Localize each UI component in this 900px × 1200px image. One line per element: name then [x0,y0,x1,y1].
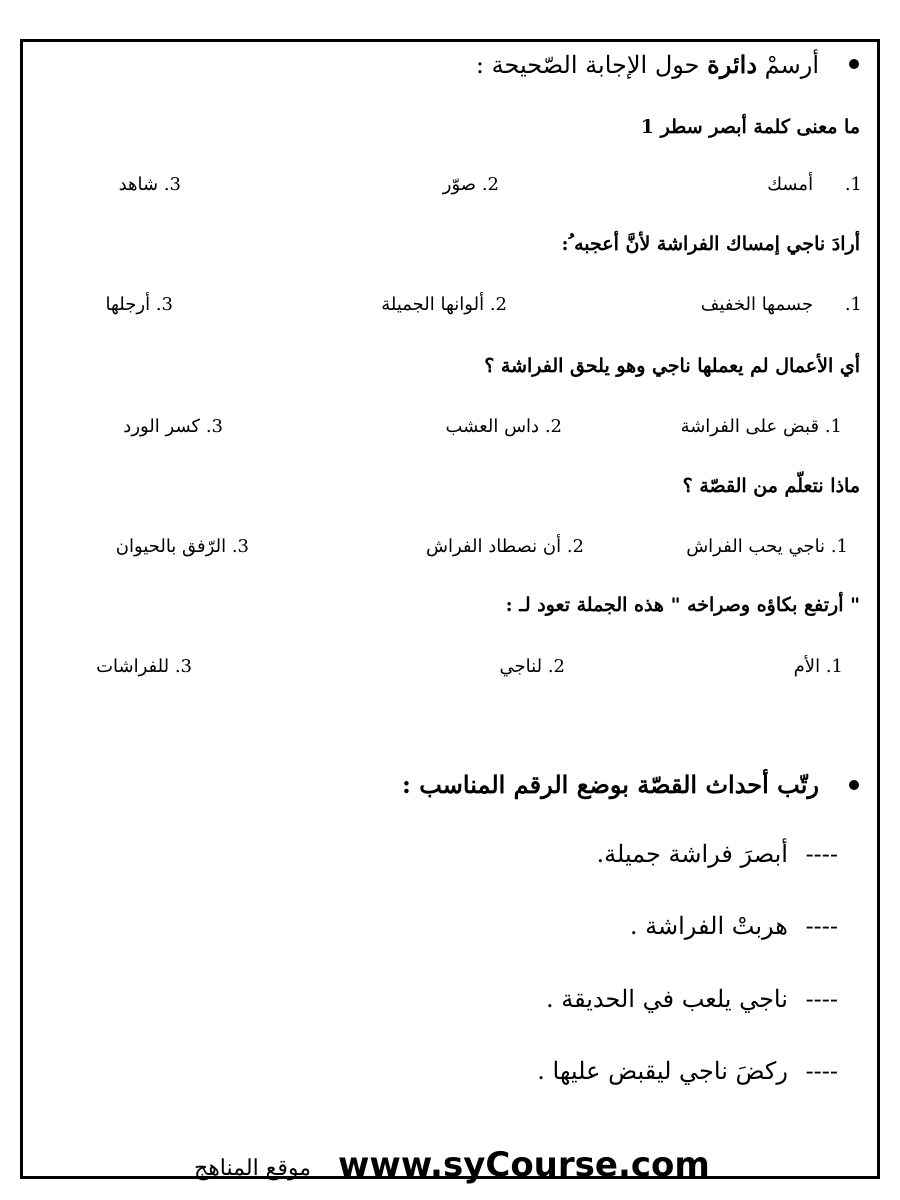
question-5: " أرتفع بكاؤه وصراخه " هذه الجملة تعود لـ : [505,594,860,616]
section1-title: أرسمْ دائرة حول الإجابة الصّحيحة : [475,50,819,79]
order-item: ---- هربتْ الفراشة . [629,912,838,940]
option-3-3: 3. كسر الورد [123,416,223,437]
bullet-icon [849,780,859,790]
option-4-2: 2. أن نصطاد الفراش [426,536,584,557]
order-item: ---- ناجي يلعب في الحديقة . [545,985,838,1013]
option-5-2: 2. لناجي [499,656,565,677]
option-5-3: 3. للفراشات [96,656,192,677]
option-1-1: 1. أمسك [767,174,862,195]
section2-title: رتّب أحداث القصّة بوضع الرقم المناسب : [402,770,819,799]
order-item: ---- أبصرَ فراشة جميلة. [596,840,838,868]
question-1: ما معنى كلمة أبصر سطر 1 [640,116,860,138]
order-item: ---- ركضَ ناجي ليقبض عليها . [537,1057,838,1085]
option-1-2: 2. صوّر [442,174,499,195]
question-2: أرادَ ناجي إمساك الفراشة لأنَّ أعجبه ُ: [561,233,860,255]
site-url: www.syCourse.com [338,1145,710,1185]
bullet-icon [849,59,859,69]
option-2-2: 2. ألوانها الجميلة [381,294,507,315]
option-3-2: 2. داس العشب [445,416,562,437]
question-3: أي الأعمال لم يعملها ناجي وهو يلحق الفراشة ؟ [484,355,860,377]
site-label: موقع المناهج [194,1156,312,1181]
option-4-3: 3. الرّفق بالحيوان [115,536,249,557]
option-3-1: 1. قبض على الفراشة [680,416,842,437]
option-2-3: 3. أرجلها [105,294,173,315]
option-2-1: 1. جسمها الخفيف [700,294,862,315]
option-5-1: 1. الأم [793,656,843,677]
option-1-3: 3. شاهد [118,174,181,195]
question-4: ماذا نتعلّم من القصّة ؟ [682,475,860,497]
option-4-1: 1. ناجي يحب الفراش [686,536,848,557]
